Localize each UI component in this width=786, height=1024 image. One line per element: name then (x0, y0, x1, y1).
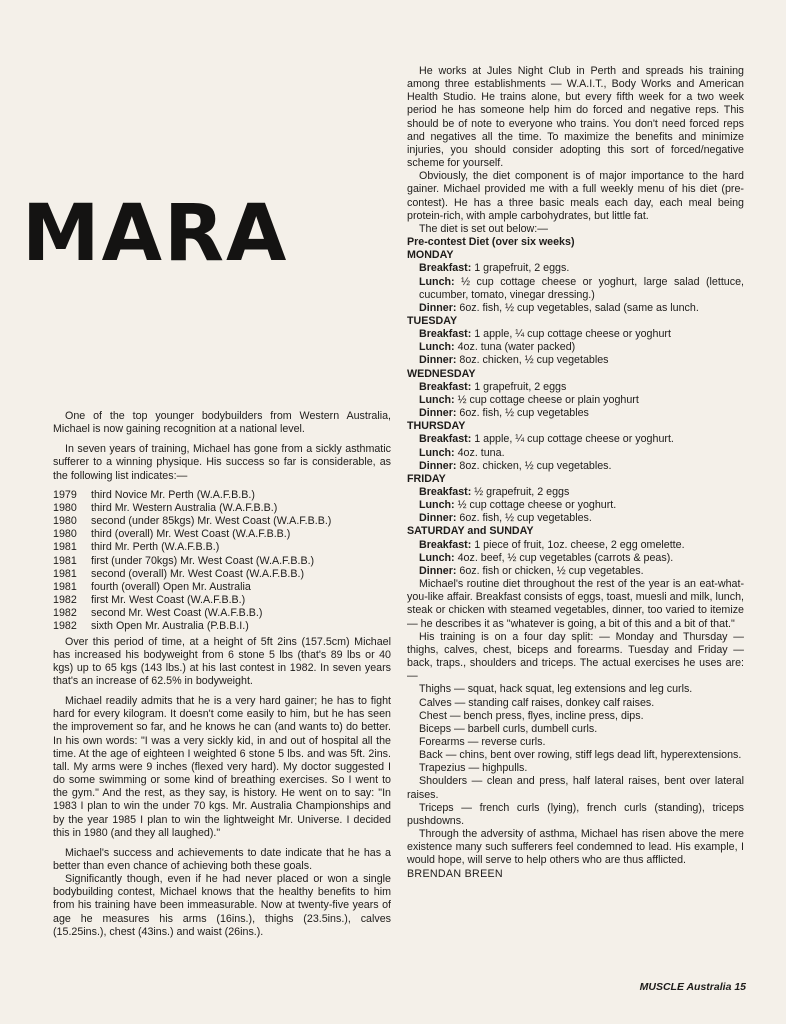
day-heading: TUESDAY (407, 314, 458, 327)
list-item: Forearms — reverse curls. (419, 735, 546, 748)
intro-paragraph: One of the top younger bodybuilders from Western Australia, Michael is now gaining recognition at a national level. (53, 410, 391, 436)
list-item: Triceps — french curls (lying), french curls (standing), triceps pushdowns. (407, 801, 744, 827)
list-item: Chest — bench press, flyes, incline press, dips. (419, 709, 644, 722)
diet-day-thursday (407, 420, 744, 473)
diet-day-friday (407, 473, 744, 526)
day-heading: FRIDAY (407, 472, 446, 485)
day-heading: THURSDAY (407, 420, 466, 433)
list-item: 1982 first Mr. West Coast (W.A.F.B.B.) (53, 594, 246, 607)
diet-paragraph: Obviously, the diet component is of major importance to the hard gainer. Michael provided me with a full weekly menu of his diet (pre-contest). He has a three basic meals each day, each meal being protein-rich, with ample carbohydrates, but little fat. (407, 170, 744, 222)
meal-line: Lunch: 4oz. beef, ½ cup vegetables (carrots & peas). (419, 551, 674, 564)
meal-line: Breakfast: 1 apple, ¼ cup cottage cheese or yoghurt. (419, 433, 674, 446)
list-item: Back — chins, bent over rowing, stiff legs dead lift, hyperextensions. (419, 749, 742, 762)
meal-line: Breakfast: 1 piece of fruit, 1oz. cheese, 2 egg omelette. (419, 538, 685, 551)
list-item: Biceps — barbell curls, dumbell curls. (419, 722, 598, 735)
results-list (53, 489, 391, 634)
list-item: 1981 third Mr. Perth (W.A.F.B.B.) (53, 541, 220, 554)
list-item: 1982 second Mr. West Coast (W.A.F.B.B.) (53, 607, 263, 620)
diet-day-weekend (407, 525, 744, 578)
diet-day-monday (407, 249, 744, 315)
success-paragraph: Michael's success and achievements to date indicate that he has a better than even chance of achieving both these goals. (53, 846, 391, 872)
exercise-list (407, 683, 744, 828)
meal-line: Dinner: 6oz. fish or chicken, ½ cup vegetables. (419, 564, 644, 577)
meal-line: Lunch: ½ cup cottage cheese or yoghurt, large salad (lettuce, cucumber, tomato, vinegar dressing.) (419, 275, 744, 301)
routine-diet-paragraph: Michael's routine diet throughout the rest of the year is an eat-what-you-like affair. Breakfast consists of eggs, toast, muesli and milk, lunch, steak or chicken with steamed vegetables, dinner, too varied to itemize — he describes it as "whatever is going, a bit of this and a bit of that." (407, 578, 744, 630)
diet-heading: Pre-contest Diet (over six weeks) (407, 236, 575, 249)
headline: MARA (22, 189, 289, 279)
height-paragraph: Over this period of time, at a height of 5ft 2ins (157.5cm) Michael has increased his bodyweight from 6 stone 5 lbs (that's 89 lbs or 40 kgs) up to 65 kgs (143 lbs.) at his last contest in 1982. In seven years that's an increase of 62.5% in bodyweight. (53, 635, 391, 687)
benefits-paragraph: Significantly though, even if he had never placed or won a single bodybuilding contest, Michael knows that the healthy benefits to him from his training have been immeasurable. Now at twenty-five years of age he measures his arms (16ins.), thighs (23.5ins.), calves (15.25ins.), chest (43ins.) and waist (26ins.). (53, 873, 391, 938)
meal-line: Dinner: 8oz. chicken, ½ cup vegetables. (419, 459, 612, 472)
meal-line: Dinner: 6oz. fish, ½ cup vegetables. (419, 512, 592, 525)
meal-line: Breakfast: 1 grapefruit, 2 eggs (419, 380, 567, 393)
training-paragraph: He works at Jules Night Club in Perth and spreads his training among three establishments — W.A.I.T., Body Works and American Health Studio. He trains alone, but every fifth week for a two week period he has someone help him do forced and negative reps. This should be of note to everyone who trains. You don't need forced reps and negatives all the time. To maximize the benefits and minimize injuries, you should consider adopting this sort of forced/negative scheme for yourself. (407, 65, 744, 170)
day-heading: WEDNESDAY (407, 367, 476, 380)
intro-paragraph-2: In seven years of training, Michael has gone from a sickly asthmatic sufferer to a winning physique. His success so far is considerable, as the following list indicates:— (53, 443, 391, 482)
list-item: 1982 sixth Open Mr. Australia (P.B.B.I.) (53, 620, 249, 633)
list-item: Trapezius — highpulls. (419, 762, 528, 775)
meal-line: Breakfast: 1 apple, ¼ cup cottage cheese or yoghurt (419, 328, 671, 341)
day-heading: SATURDAY and SUNDAY (407, 525, 534, 538)
closing-paragraph: Through the adversity of asthma, Michael has risen above the mere existence many such sufferers feel condemned to lead. His example, I would hope, will serve to help others who are thus afflicted. (407, 828, 744, 867)
meal-line: Lunch: 4oz. tuna. (419, 446, 505, 459)
page-footer: MUSCLE Australia 15 (639, 981, 746, 993)
meal-line: Dinner: 6oz. fish, ½ cup vegetables (419, 407, 589, 420)
diet-day-wednesday (407, 368, 744, 421)
meal-line: Lunch: ½ cup cottage cheese or yoghurt. (419, 499, 617, 512)
list-item: 1981 second (overall) Mr. West Coast (W.A.F.B.B.) (53, 567, 305, 580)
right-column (407, 65, 744, 881)
list-item: Shoulders — clean and press, half lateral raises, bent over lateral raises. (407, 775, 744, 801)
list-item: 1979 third Novice Mr. Perth (W.A.F.B.B.) (53, 488, 255, 501)
list-item: 1981 fourth (overall) Open Mr. Australia (53, 580, 251, 593)
list-item: 1980 second (under 85kgs) Mr. West Coast (W.A.F.B.B.) (53, 515, 332, 528)
list-item: 1981 first (under 70kgs) Mr. West Coast (W.A.F.B.B.) (53, 554, 315, 567)
diet-day-tuesday (407, 315, 744, 368)
day-heading: MONDAY (407, 249, 454, 262)
meal-line: Dinner: 6oz. fish, ½ cup vegetables, salad (same as lunch. (419, 301, 699, 314)
meal-line: Breakfast: ½ grapefruit, 2 eggs (419, 486, 570, 498)
meal-line: Dinner: 8oz. chicken, ½ cup vegetables (419, 354, 609, 367)
left-column (53, 410, 391, 939)
meal-line: Breakfast: 1 grapefruit, 2 eggs. (419, 262, 570, 275)
diet-intro: The diet is set out below:— (419, 222, 548, 235)
meal-line: Lunch: ½ cup cottage cheese or plain yoghurt (419, 393, 639, 406)
list-item: Thighs — squat, hack squat, leg extensions and leg curls. (419, 683, 693, 696)
byline: BRENDAN BREEN (407, 867, 503, 880)
training-split-paragraph: His training is on a four day split: — Monday and Thursday — thighs, calves, chest, biceps and forearms. Tuesday and Friday — back, traps., shoulders and triceps. The actual exercises he uses are:— (407, 630, 744, 683)
list-item: 1980 third Mr. Western Australia (W.A.F.B.B.) (53, 501, 278, 514)
list-item: 1980 third (overall) Mr. West Coast (W.A.F.B.B.) (53, 528, 291, 541)
meal-line: Lunch: 4oz. tuna (water packed) (419, 341, 576, 354)
list-item: Calves — standing calf raises, donkey calf raises. (419, 696, 655, 709)
hard-gainer-paragraph: Michael readily admits that he is a very hard gainer; he has to fight hard for every kilogram. It doesn't come easily to him, but he has seen the improvement so far, and he knows he can (and wants to) do better. In his own words: "I was a very sickly kid, in and out of hospital all the time. At the age of eighteen I weighted 6 stone 5 lbs. and was 5ft. 2ins. tall. My arms were 9 inches (flexed very hard). My doctor suggested I do some swimming or some kind of breathing exercises. So I went to the gym." And the rest, as they say, is history. He went on to say: "In 1983 I plan to win the under 70 kgs. Mr. Australia Championships and by the year 1985 I plan to win the lightweight Mr. Universe. I decided this in 1980 (and they all laughed)." (53, 695, 391, 839)
